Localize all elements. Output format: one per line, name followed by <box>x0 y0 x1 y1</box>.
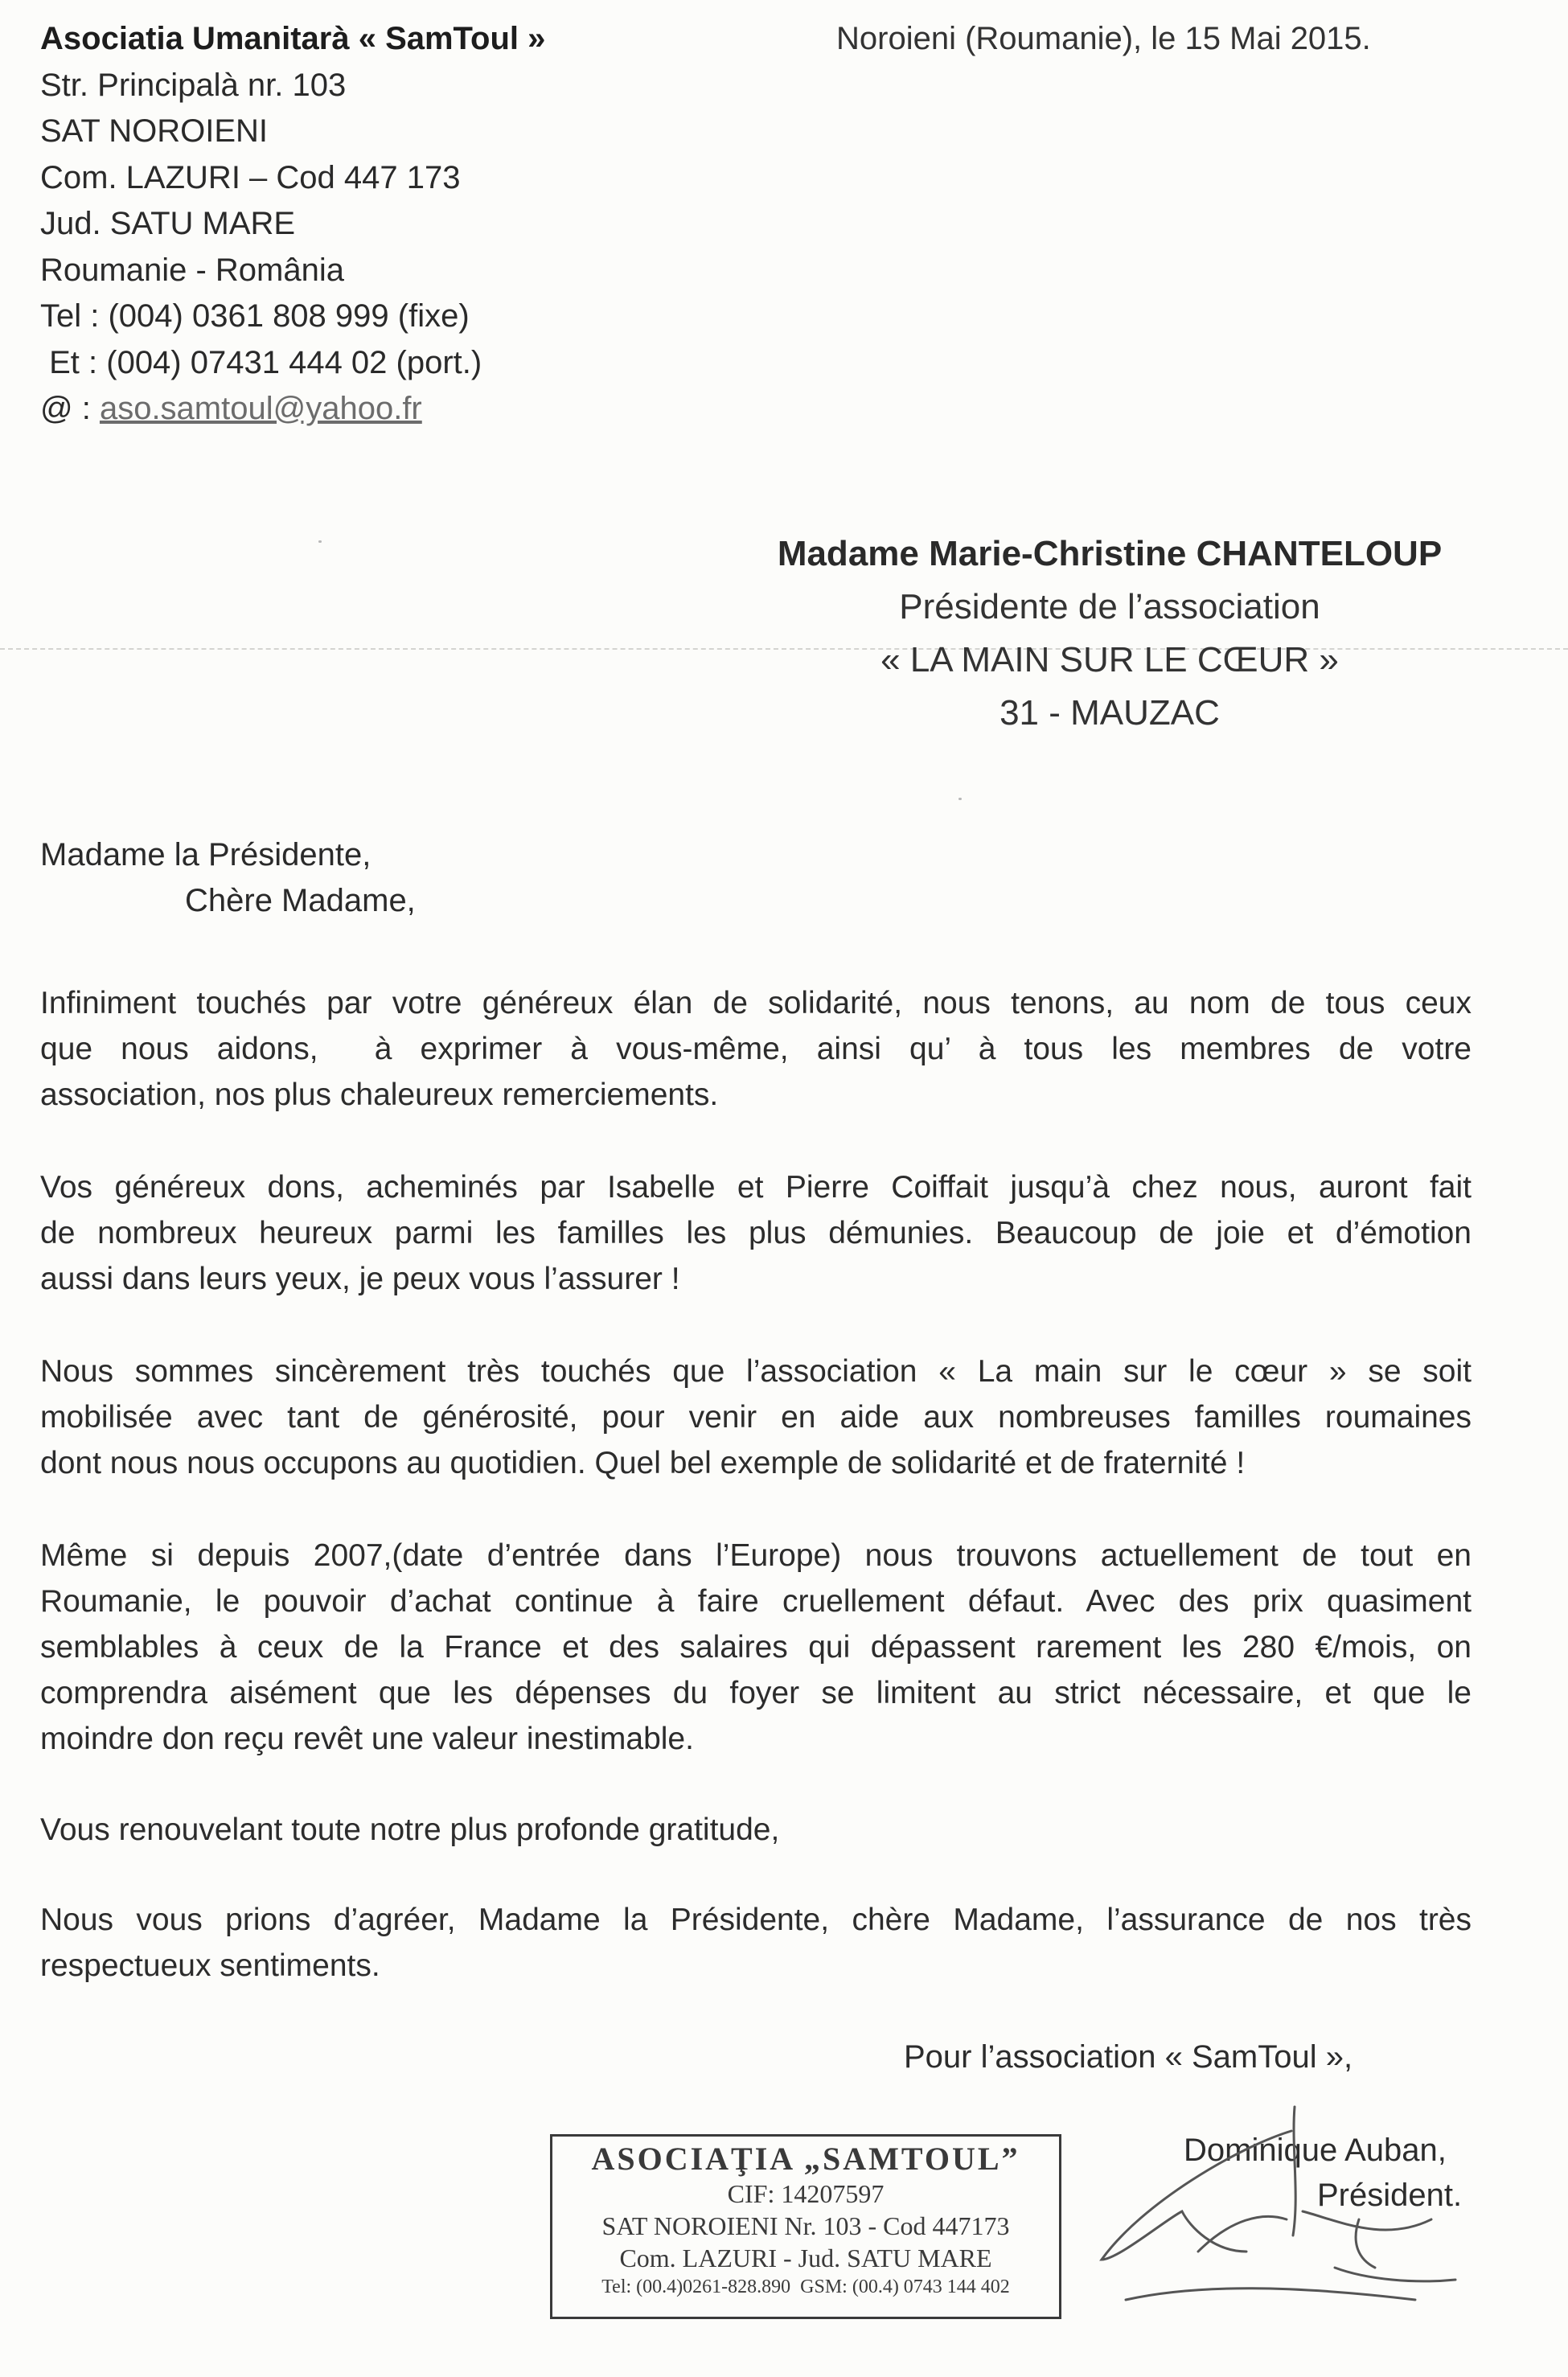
paragraph-line: respectueux sentiments. <box>40 1948 380 1983</box>
paragraph-line: Vous renouvelant toute notre plus profonde gratitude, <box>40 1813 780 1847</box>
sender-email-row <box>40 386 545 433</box>
stamp-title: ASOCIAŢIA „SAMTOUL” <box>591 2141 1020 2177</box>
paragraph-line: Nous sommes sincèrement très touchés que l’association « La main sur le cœur » se soit <box>40 1354 1472 1389</box>
paragraph-line: que nous aidons, à exprimer à vous-même, ainsi qu’ à tous les membres de votre <box>40 1032 1472 1066</box>
paragraph-line: de nombreux heureux parmi les familles les plus démunies. Beaucoup de joie et d’émotion <box>40 1216 1472 1250</box>
paper-speck <box>318 540 322 543</box>
paragraph-line: comprendra aisément que les dépenses du foyer se limitent au strict nécessaire, et que le <box>40 1676 1472 1710</box>
sender-county: Jud. SATU MARE <box>40 206 296 241</box>
paragraph-thanks <box>40 980 1472 1118</box>
sender-commune: Com. LAZURI – Cod 447 173 <box>40 159 461 195</box>
paragraph-mobilisation <box>40 1349 1472 1486</box>
paragraph-line: mobilisée avec tant de générosité, pour venir en aide aux nombreuses familles roumaines <box>40 1400 1472 1435</box>
sender-phone-fixed: Tel : (004) 0361 808 999 (fixe) <box>40 298 470 334</box>
paragraph-purchasing-power <box>40 1533 1472 1762</box>
paragraph-line: aussi dans leurs yeux, je peux vous l’assurer ! <box>40 1262 680 1296</box>
salutation <box>40 832 416 924</box>
closing-for-association: Pour l’association « SamToul », <box>904 2039 1353 2075</box>
paragraph-line: Infiniment touchés par votre généreux élan de solidarité, nous tenons, au nom de tous ceux <box>40 986 1472 1020</box>
salutation-line-1: Madame la Présidente, <box>40 837 371 872</box>
sender-phone-mobile: Et : (004) 07431 444 02 (port.) <box>40 344 482 380</box>
paper-speck <box>958 798 962 800</box>
sender-street: Str. Principalà nr. 103 <box>40 67 347 103</box>
salutation-line-2: Chère Madame, <box>185 883 416 918</box>
paragraph-regards <box>40 1897 1472 1989</box>
recipient-association: « LA MAIN SUR LE CŒUR » <box>880 640 1339 679</box>
signer-role: Président. <box>1317 2178 1463 2213</box>
paragraph-line: Nous vous prions d’agréer, Madame la Présidente, chère Madame, l’assurance de nos très <box>40 1903 1472 1937</box>
paragraph-line: moindre don reçu revêt une valeur inestimable. <box>40 1722 694 1756</box>
paragraph-line: semblables à ceux de la France et des salaires qui dépassent rarement les 280 €/mois, on <box>40 1630 1472 1665</box>
paragraph-line: dont nous nous occupons au quotidien. Quel bel exemple de solidarité et de fraternité ! <box>40 1446 1246 1480</box>
recipient-name: Madame Marie-Christine CHANTELOUP <box>777 534 1443 573</box>
signer-name: Dominique Auban, <box>1184 2133 1447 2168</box>
stamp-address: SAT NOROIENI Nr. 103 - Cod 447173 <box>601 2211 1010 2240</box>
recipient-location: 31 - MAUZAC <box>999 693 1220 733</box>
stamp-commune: Com. LAZURI - Jud. SATU MARE <box>619 2244 992 2272</box>
association-stamp <box>550 2134 1061 2319</box>
paragraph-line: Roumanie, le pouvoir d’achat continue à faire cruellement défaut. Avec des prix quasiment <box>40 1584 1472 1619</box>
stamp-cif: CIF: 14207597 <box>727 2179 885 2208</box>
paragraph-line: association, nos plus chaleureux remerciements. <box>40 1078 719 1112</box>
recipient-title: Présidente de l’association <box>899 587 1320 626</box>
sender-village: SAT NOROIENI <box>40 113 269 149</box>
email-prefix: @ : <box>40 391 100 426</box>
paragraph-donations <box>40 1164 1472 1302</box>
handwritten-signature <box>1094 2099 1463 2316</box>
stamp-phones: Tel: (00.4)0261-828.890 GSM: (00.4) 0743 144 402 <box>601 2276 1010 2297</box>
letter-date: Noroieni (Roumanie), le 15 Mai 2015. <box>836 21 1371 56</box>
sender-country: Roumanie - România <box>40 252 344 288</box>
paragraph-gratitude <box>40 1807 1472 1853</box>
recipient-block <box>708 528 1512 740</box>
sender-organization: Asociatia Umanitarà « SamToul » <box>40 21 546 56</box>
sender-block <box>40 16 545 433</box>
sender-email-link[interactable]: aso.samtoul@yahoo.fr <box>99 391 422 426</box>
paragraph-line: Même si depuis 2007,(date d’entrée dans l’Europe) nous trouvons actuellement de tout en <box>40 1538 1472 1573</box>
paragraph-line: Vos généreux dons, acheminés par Isabelle et Pierre Coiffait jusqu’à chez nous, auront fait <box>40 1170 1472 1205</box>
